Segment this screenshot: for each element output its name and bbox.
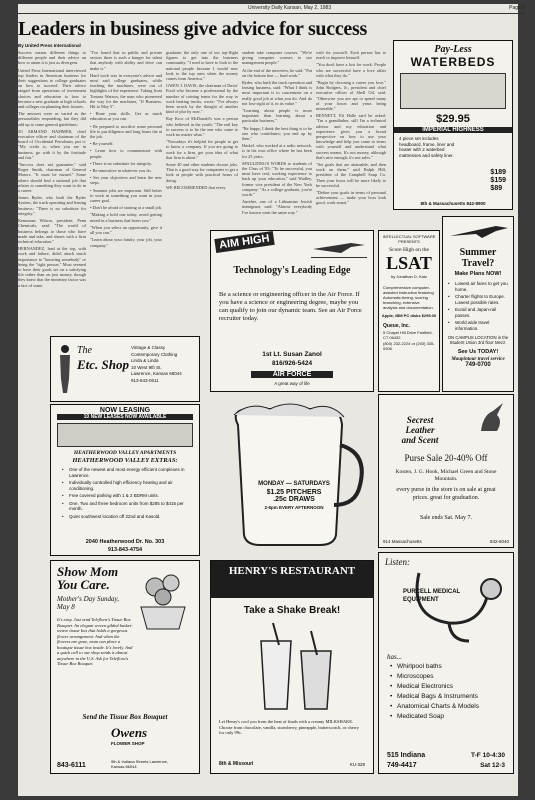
article-paragraph: • Don't be afraid of starting at a small job. bbox=[90, 205, 162, 211]
list-item: • Whirlpool baths bbox=[397, 663, 479, 671]
heatherwood-list bbox=[61, 467, 195, 519]
list-item: • Lowest air fares to get you home. bbox=[455, 281, 510, 292]
leather-sale: Purse Sale 20-40% Off bbox=[404, 453, 488, 463]
heatherwood-ad bbox=[50, 404, 200, 556]
pitcher-price-2: .25c DRAWS bbox=[273, 496, 315, 503]
list-item: • Medicated Soap bbox=[397, 713, 479, 721]
article-paragraph: • Hone your skills. Get as much education as you can. bbox=[90, 111, 162, 122]
figure-illustration bbox=[57, 343, 73, 395]
list-item: • Free covered parking with 1 & 2 BDRM units. bbox=[69, 493, 195, 499]
heatherwood-name: HEATHERWOOD VALLEY APARTMENTS bbox=[73, 450, 177, 456]
article-column-3 bbox=[166, 50, 238, 226]
etc-line-6: 913-843-0611 bbox=[131, 377, 159, 383]
list-item: • Eurail and Japan-rail passes. bbox=[455, 307, 510, 318]
leather-body: every purse in the store is on sale at great prices. great for graduation. bbox=[396, 487, 496, 501]
article-paragraph: "I've found that in public and private sectors there is such a hunger for talent that anybody with ability and drive can make it." bbox=[90, 50, 162, 71]
leather-title-2: Leather bbox=[405, 425, 435, 435]
lsat-address: 5 Chapel Hill Drive Fairfield, CT 06432 bbox=[383, 330, 433, 340]
article-paragraph: SPAULDING'S WORDS to students of the Class of '83: "To be successful, you must have real, working experience to back up your education," said Wadley, former vice president of the New York company. "As a college graduate, you're worth." bbox=[242, 160, 312, 198]
heatherwood-sub: 10 NEW LEASES NOW AVAILABLE bbox=[57, 414, 193, 420]
lsat-big: LSAT bbox=[386, 253, 432, 273]
airforce-ad bbox=[210, 230, 374, 392]
pitcher-price-3: 2-6pm EVERY AFTERNOON bbox=[264, 504, 324, 510]
article-paragraph: Some 40 and other students choose jobs. That is a good way for companies to get a look at people with practical hours of doing. bbox=[166, 162, 238, 183]
summer-phone: 749-0700 bbox=[465, 361, 491, 368]
waterbeds-text: 4 piece set includes headboard, frame, liner and heater with 2 waterbed mattresses and safety liner. bbox=[399, 136, 455, 158]
price-3: $89 bbox=[490, 185, 503, 192]
mom-mothers: Mother's Day Sunday, May 8 bbox=[57, 595, 119, 611]
price-1: $189 bbox=[490, 169, 506, 176]
aimhigh-phone: 816/926-5424 bbox=[271, 360, 313, 367]
flower-basket-illustration bbox=[133, 569, 193, 631]
list-item: • One, Two and three bedroom units from $285 to $415 per month. bbox=[69, 501, 195, 512]
stethoscope-illustration bbox=[409, 567, 509, 649]
article-paragraph: "Begin by choosing a career you love," John Rodgers, Jr., president and chief executive officer of Shell Oil, said. "Otherwise you are apt to spend many of your hours and years being miserable." bbox=[316, 80, 386, 112]
waterbeds-price: $29.95 bbox=[436, 113, 470, 125]
purcell-ad bbox=[378, 552, 514, 774]
article-paragraph: At the end of the interview, he said: "Put on the bottom line — hard work." bbox=[242, 67, 312, 78]
article-paragraph: graduate: the only one of our top-flight figures to get into the business community. "I used to have to look to the national people because I would now look to the top ones when the money comes from America." bbox=[166, 50, 238, 82]
article-paragraph: • Be yourself. bbox=[90, 141, 114, 147]
article-paragraph: with for yourself. Each person has to reach to improve himself. bbox=[316, 50, 386, 61]
article-column-1 bbox=[18, 50, 86, 288]
leather-title-1: Secrest bbox=[406, 415, 434, 425]
purcell-hours-2: Sat 12-3 bbox=[480, 762, 505, 769]
summer-travel-ad bbox=[442, 216, 514, 392]
price-2: $159 bbox=[490, 177, 506, 184]
heatherwood-now: NOW LEASING bbox=[99, 407, 151, 414]
leather-ends: Sale ends Sat. May 7. bbox=[420, 515, 472, 521]
summer-campus: ON CAMPUS LOCATION in the Student Union 3rd floor Mezz. bbox=[447, 335, 509, 346]
aimhigh-tagline: AIR FORCE bbox=[251, 371, 333, 378]
milkshake-illustration bbox=[231, 621, 353, 713]
article-paragraph: • Set your objectives and learn the new steps. bbox=[90, 175, 162, 186]
article-headline: Leaders in business give advice for success bbox=[18, 18, 367, 40]
list-item: • Medical Electronics bbox=[397, 683, 479, 691]
purcell-hours-1: T-F 10-4:30 bbox=[471, 752, 505, 759]
purcell-list bbox=[389, 663, 479, 723]
etc-line-2: Contemporary Clothing bbox=[131, 351, 178, 357]
pitcher-ad bbox=[210, 395, 372, 553]
pitcher-price-1: $1.25 PITCHERS bbox=[266, 488, 322, 496]
etc-line-4: 10 West 9th St. bbox=[131, 364, 162, 370]
lsat-top: INTELLECTUAL SOFTWARE PRESENTS bbox=[382, 234, 436, 244]
aimhigh-body: Be a science or engineering officer in the Air Force. If you have a science or engineering degree, maybe you can qualify to join our dynamic team. See an Air Force recruiter today. bbox=[219, 291, 362, 322]
mom-body: It's easy. Just send Teleflora's Tissue Box Bouquet. An elegant woven gilded basket-weave tissue box that holds a gorgeous flower arrangement. And when the flowers are gone, mom can place a boutique tissue box inside. It's lovely. And a quick call to our shop sends it almost anywhere in the U.S. Ask for Teleflora's Tissue Box Bouquet. bbox=[57, 617, 133, 666]
article-column-2 bbox=[90, 50, 162, 250]
summer-see: See Us TODAY! bbox=[457, 348, 499, 355]
lsat-apple: Apple, IBM PC disks $295.00 bbox=[381, 313, 437, 318]
pitcher-days: MONDAY — SATURDAYS bbox=[258, 481, 330, 487]
leather-address: 914 Massachusetts bbox=[383, 539, 422, 544]
list-item: • Anatomical Charts & Models bbox=[397, 703, 479, 711]
purcell-name: PURCELL MEDICAL EQUIPMENT bbox=[403, 589, 461, 603]
unicorn-illustration bbox=[477, 401, 507, 435]
list-item: • Medical Bags & Instruments bbox=[397, 693, 479, 701]
henrys-address: 8th & Missouri bbox=[219, 761, 254, 767]
article-paragraph: • Summer jobs are important. Still better to work in something you want in your career goal. bbox=[90, 187, 162, 204]
list-item: • Quiet southwest location off 22nd and Kasold. bbox=[69, 514, 195, 520]
summer-list bbox=[447, 281, 510, 331]
purcell-address: 515 Indiana bbox=[387, 752, 426, 759]
henrys-shake: Take a Shake Break! bbox=[243, 605, 341, 616]
article-paragraph: Ryder, who built the truck operation and leasing business, said: "What I think is most important is to concentrate on a really good job at what you do. And do not lose sight of it, in its value." bbox=[242, 80, 312, 106]
article-byline: By United Press International bbox=[18, 43, 81, 48]
lsat-company: Queue, Inc. bbox=[383, 323, 410, 329]
mom-send: Send the Tissue Box Bouquet bbox=[82, 713, 168, 721]
apartments-illustration bbox=[57, 423, 193, 447]
waterbeds-title-2: WATERBEDS bbox=[410, 55, 496, 69]
leather-title bbox=[385, 415, 455, 445]
article-paragraph: "Set goals that are attainable, and then work on them," said Ralph Hill, president of the Campbell Soup Co. Then your focus will be more likely to be successful. bbox=[316, 162, 386, 188]
article-paragraph: James Ryder, who built the Ryder System, the truck operating and leasing business: "There is no substitute for integrity." bbox=[18, 195, 86, 216]
mom-shop-2: FLOWER SHOP bbox=[111, 741, 145, 746]
henrys-code: KU-329 bbox=[349, 762, 365, 767]
mom-title: Show Mom You Care. bbox=[57, 564, 119, 592]
article-paragraph: • Learn how to communicate with people. bbox=[90, 148, 162, 159]
mom-phone: 843-6111 bbox=[57, 762, 86, 769]
etc-name-1: The bbox=[77, 345, 92, 356]
waterbeds-footer: 8th & Massachusetts 842-8900 bbox=[420, 200, 486, 206]
article-paragraph: "Learn about your family, your job, your company." bbox=[90, 237, 162, 248]
article-paragraph: Haskel, who worked at a radio network, is in his own office where he has been for 25 years. bbox=[242, 143, 312, 159]
summer-sub: Make Plans NOW! bbox=[454, 271, 502, 277]
lsat-ad bbox=[378, 230, 440, 392]
article-paragraph: HERNANDEZ, lead at the top, with work and failure, didn't attach much importance to "knowing somebody" or being the "right person." Most seemed to have their goals set on a satisfying life rather than on just money, though they knew that the monetary factor was a fact of some. bbox=[18, 246, 86, 288]
pitcher-text bbox=[250, 481, 338, 511]
etc-line-3: Linda & Linda bbox=[131, 358, 159, 363]
article-paragraph: "Be happy, I think the best thing is to be one who contributes; you end up by then." bbox=[242, 125, 312, 142]
article-paragraph: Kemmons Wilson, president, Penn Chemicals, said: "The world of business belongs to those who have made and take, and shares with a firm technical education." bbox=[18, 218, 86, 244]
henrys-body: Let Henry's cool you from the heat of finals with a creamy MILKSHAKE. Choose from chocolate, vanilla, strawberry, pineapple, butterscotch, or cherry for only 99c. bbox=[219, 719, 360, 735]
heatherwood-phone: 913-843-4754 bbox=[107, 547, 143, 553]
article-paragraph: "Define your goals in terms of personal achievement — make your boss look good, work smart." bbox=[316, 190, 386, 206]
pitcher-illustration bbox=[210, 395, 372, 553]
article-paragraph: The answers were as varied as the personalities responding, but they did add up to some general guidelines: bbox=[18, 111, 86, 127]
article-paragraph: "Nowadays it's helpful for people to get to know a company. If you are going to work for a firm, get your idea of what that firm is about." bbox=[166, 139, 238, 160]
header-date: University Daily Kansan, May 2, 1983 bbox=[248, 5, 332, 11]
article-paragraph: JO ARMAND HAMMER, chief executive officer and chairman of the board of Occidental Petroleum, put it: "My credo is, when you are in business, go with it by the fortitude and fair." bbox=[18, 128, 86, 160]
article-paragraph: Another, one of a Lithuanian Jewish immigrant, said: "Almost everybody I've known went the same way." bbox=[242, 199, 312, 215]
article-column-4 bbox=[242, 50, 312, 226]
heatherwood-extras: HEATHERWOOD VALLEY EXTRAS: bbox=[72, 457, 178, 464]
leather-brands: Kosten, J. G. Hook, Michael Green and Stone Mountain. bbox=[395, 469, 497, 482]
article-paragraph: United Press International interviewed top leaders in American business for their suggestions to college graduates on how to succeed. Their advice ranged from operations of investment choices and education to how to become a new graduate at high schools and colleges on planning their futures. bbox=[18, 67, 86, 110]
header-page-number: Page 5 bbox=[509, 5, 525, 11]
heatherwood-address: 2040 Heatherwood Dr. No. 303 bbox=[85, 539, 165, 545]
leather-title-3: and Scent bbox=[401, 435, 439, 445]
article-paragraph: Success means different things to different people and their advice on how to attain it is just as divergent. bbox=[18, 50, 86, 66]
leather-phone: 842-6040 bbox=[489, 539, 509, 544]
article-paragraph: • Be prepared to sacrifice some personal life to put diligence and long hours the at the job. bbox=[90, 123, 162, 140]
airplane-icon bbox=[446, 220, 510, 244]
article-paragraph: "Learning about people is more important than learning about a particular business." bbox=[242, 108, 312, 124]
aimhigh-contact: 1st Lt. Susan Zanol bbox=[262, 351, 322, 358]
henrys-ad bbox=[210, 560, 374, 774]
lsat-by: by Jonathan D. Katz bbox=[390, 274, 428, 279]
summer-title: Summer Travel? bbox=[459, 247, 497, 269]
mom-address: 9th & Indiana Streets Lawrence, Kansas 66044 bbox=[111, 759, 168, 769]
article-paragraph: Hard work was in everyone's advice and most said college graduates, while teaching the machines, were out of highlights of the experience. Taking from Tomasz Watson, the man who pioneered the way for the machines, "If Business. Hit to May 5". bbox=[90, 72, 162, 110]
article-column-5 bbox=[316, 50, 386, 226]
list-item: • Individually controlled high efficiency heating and air conditioning. bbox=[69, 480, 195, 491]
list-item: • Microscopes bbox=[397, 673, 479, 681]
waterbeds-title-1: Pay-Less bbox=[434, 44, 472, 55]
purcell-has: has... bbox=[387, 653, 402, 661]
etc-name-2: Etc. Shop bbox=[77, 357, 130, 372]
article-paragraph: • There is no substitute for integrity. bbox=[90, 160, 152, 166]
purcell-listen: Listen: bbox=[385, 557, 411, 567]
henrys-title: HENRY'S RESTAURANT bbox=[211, 561, 373, 598]
waterbeds-ad bbox=[393, 40, 513, 210]
waterbed-illustration bbox=[400, 73, 506, 109]
summer-agency: Maupintour travel service bbox=[451, 356, 505, 362]
leather-ad bbox=[378, 394, 514, 548]
lsat-score: Score High on the bbox=[389, 247, 429, 253]
purcell-phone: 749-4417 bbox=[387, 762, 417, 769]
list-item: • One of the newest and most energy efficient complexes in Lawrence. bbox=[69, 467, 195, 478]
list-item: • Charter flights to Europe. Lowest possible rates. bbox=[455, 294, 510, 305]
article-paragraph: BENNETT, Eli Halle said he asked: "I'm a grandfather, still I'm a technical advisor and my education and experience gives you a broad perspective on how to use your knowledge and help you come to terms with yourself and understand what success means. It's not money, although that's nice enough; it's not sales." bbox=[316, 113, 386, 160]
jet-illustration bbox=[311, 235, 367, 258]
article-paragraph: Ray Kroc of McDonald's was a person who believed in the youth: "The real key to success is to be the one who came to work no matter what." bbox=[166, 116, 238, 138]
aimhigh-title: Technology's Leading Edge bbox=[233, 265, 351, 276]
waterbeds-price-list bbox=[490, 169, 506, 193]
aimhigh-banner: AIM HIGH bbox=[214, 231, 274, 253]
waterbeds-label: IMPERIAL HIGHNESS bbox=[394, 127, 512, 133]
article-paragraph: "Making a bold one today, avoid getting mired in a business that bores you." bbox=[90, 212, 162, 223]
article-paragraph: • Be innovative in whatever you do. bbox=[90, 168, 152, 174]
mom-shop: Owens bbox=[111, 725, 148, 740]
aimhigh-sub: A great way of life bbox=[274, 381, 310, 386]
lsat-body: Comprehensive computer-assisted instruction featuring Automatic-timing, scoring branching, extensive analysis and documentation. bbox=[383, 285, 434, 310]
show-mom-ad bbox=[50, 560, 200, 774]
article-paragraph: "Success does not guarantee," said Roger Smith, chairman of General Motors. "It must be earned." Some others should find a national job that relates to something they want to do in a career. bbox=[18, 162, 86, 194]
article-paragraph: GWEN J. DAVIS, the chairman of Davis' Food who became a professional by the number of coining terms for the way to work beating trucks, wrote: "I've always been struck by the thought of another kind of plot by now." bbox=[166, 83, 238, 115]
etc-line-5: Lawrence, Kansas 66044 bbox=[131, 371, 182, 376]
article-paragraph: "You don't have a lost for work. People who are successful have a love affair with what they do." bbox=[316, 62, 386, 78]
header-rule bbox=[18, 13, 525, 14]
article-paragraph: WE RECOMMENDED that every bbox=[166, 184, 226, 190]
etc-info bbox=[131, 345, 182, 384]
article-paragraph: "When you select an opportunity, give it all you can." bbox=[90, 224, 162, 236]
etc-shop-ad bbox=[50, 336, 200, 402]
article-paragraph: student take computer courses. "We're giving computer courses to our management people." bbox=[242, 50, 312, 66]
list-item: • World wide travel information. bbox=[455, 320, 510, 331]
etc-line-1: Vintage & Classy bbox=[131, 345, 166, 350]
lsat-phone: (800) 232-2224 or (203) 335-0906 bbox=[383, 341, 435, 351]
